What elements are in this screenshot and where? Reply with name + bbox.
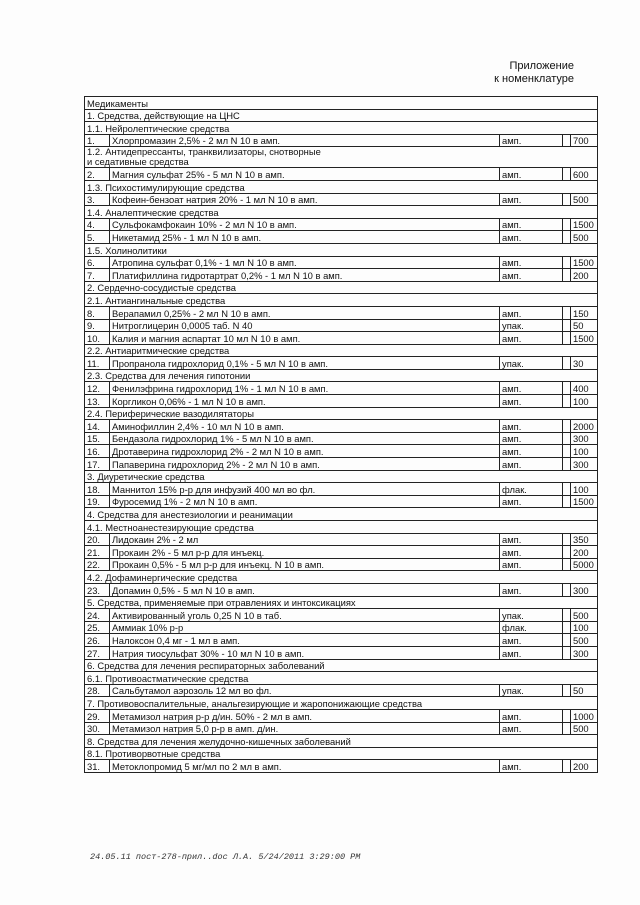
section-heading: 4.1. Местноанестезирующие средства xyxy=(85,521,598,534)
section-row xyxy=(85,294,598,307)
medication-quantity: 100 xyxy=(571,621,598,634)
medication-row xyxy=(85,533,598,546)
medication-unit: амп. xyxy=(500,231,563,244)
section-heading: 8.1. Противорвотные средства xyxy=(85,747,598,760)
medication-unit: упак. xyxy=(500,357,563,370)
medication-row xyxy=(85,134,598,147)
medication-quantity: 200 xyxy=(571,760,598,773)
medication-quantity: 1500 xyxy=(571,495,598,508)
column-gap xyxy=(563,218,571,231)
section-heading: 8. Средства для лечения желудочно-кишечных заболеваний xyxy=(85,735,598,748)
medication-name: Лидокаин 2% - 2 мл xyxy=(110,533,500,546)
item-number: 24. xyxy=(85,609,110,622)
column-gap xyxy=(563,760,571,773)
column-gap xyxy=(563,445,571,458)
section-heading: 6. Средства для лечения респираторных заболеваний xyxy=(85,659,598,672)
medication-quantity: 500 xyxy=(571,193,598,206)
medication-name: Налоксон 0,4 мг - 1 мл в амп. xyxy=(110,634,500,647)
item-number: 15. xyxy=(85,432,110,445)
item-number: 20. xyxy=(85,533,110,546)
medication-quantity: 100 xyxy=(571,483,598,496)
section-row xyxy=(85,243,598,256)
column-gap xyxy=(563,395,571,408)
section-row xyxy=(85,407,598,420)
item-number: 11. xyxy=(85,357,110,370)
medication-row xyxy=(85,256,598,269)
item-number: 16. xyxy=(85,445,110,458)
column-gap xyxy=(563,168,571,181)
medication-unit: амп. xyxy=(500,432,563,445)
section-heading: 7. Противовоспалительные, анальгезирующие и жаропонижающие средства xyxy=(85,697,598,710)
section-heading: 1.1. Нейролептические средства xyxy=(85,122,598,135)
appendix-title: Приложение xyxy=(509,60,574,72)
medication-unit: амп. xyxy=(500,306,563,319)
table-title: Медикаменты xyxy=(85,97,598,110)
medication-quantity: 1000 xyxy=(571,709,598,722)
column-gap xyxy=(563,306,571,319)
medication-quantity: 400 xyxy=(571,382,598,395)
medication-name: Фенилэфрина гидрохлорид 1% - 1 мл N 10 в амп. xyxy=(110,382,500,395)
medication-row xyxy=(85,709,598,722)
section-row xyxy=(85,571,598,584)
section-row xyxy=(85,206,598,219)
medication-row xyxy=(85,646,598,659)
medication-quantity: 600 xyxy=(571,168,598,181)
section-row xyxy=(85,122,598,135)
item-number: 8. xyxy=(85,306,110,319)
section-heading: 4.2. Дофаминергические средства xyxy=(85,571,598,584)
medication-unit: амп. xyxy=(500,458,563,471)
section-row xyxy=(85,147,598,168)
medication-row xyxy=(85,583,598,596)
item-number: 5. xyxy=(85,231,110,244)
medication-name: Верапамил 0,25% - 2 мл N 10 в амп. xyxy=(110,306,500,319)
medications-table xyxy=(84,96,598,773)
medication-unit: амп. xyxy=(500,420,563,433)
column-gap xyxy=(563,621,571,634)
section-heading: 1.5. Холинолитики xyxy=(85,243,598,256)
medication-name: Платифиллина гидротартрат 0,2% - 1 мл N 10 в амп. xyxy=(110,269,500,282)
medication-row xyxy=(85,609,598,622)
medication-quantity: 2000 xyxy=(571,420,598,433)
column-gap xyxy=(563,319,571,332)
medication-unit: амп. xyxy=(500,332,563,345)
medication-quantity: 150 xyxy=(571,306,598,319)
medication-unit: амп. xyxy=(500,646,563,659)
medication-quantity: 100 xyxy=(571,445,598,458)
section-row xyxy=(85,109,598,122)
medication-name: Натрия тиосульфат 30% - 10 мл N 10 в амп. xyxy=(110,646,500,659)
section-row xyxy=(85,659,598,672)
section-heading: 6.1. Противоастматические средства xyxy=(85,672,598,685)
column-gap xyxy=(563,558,571,571)
table-title-row xyxy=(85,97,598,110)
medication-unit: амп. xyxy=(500,558,563,571)
medication-unit: амп. xyxy=(500,583,563,596)
column-gap xyxy=(563,483,571,496)
medication-quantity: 300 xyxy=(571,432,598,445)
column-gap xyxy=(563,583,571,596)
section-heading: 5. Средства, применяемые при отравлениях и интоксикациях xyxy=(85,596,598,609)
item-number: 3. xyxy=(85,193,110,206)
section-row xyxy=(85,470,598,483)
item-number: 30. xyxy=(85,722,110,735)
section-heading: 1.4. Аналептические средства xyxy=(85,206,598,219)
medication-quantity: 1500 xyxy=(571,218,598,231)
section-row xyxy=(85,369,598,382)
column-gap xyxy=(563,684,571,697)
column-gap xyxy=(563,646,571,659)
item-number: 10. xyxy=(85,332,110,345)
item-number: 29. xyxy=(85,709,110,722)
section-row xyxy=(85,672,598,685)
section-heading: 2. Сердечно-сосудистые средства xyxy=(85,281,598,294)
item-number: 12. xyxy=(85,382,110,395)
column-gap xyxy=(563,193,571,206)
item-number: 14. xyxy=(85,420,110,433)
medication-row xyxy=(85,231,598,244)
column-gap xyxy=(563,382,571,395)
section-heading: 1.3. Психостимулирующие средства xyxy=(85,180,598,193)
medication-name: Дротаверина гидрохлорид 2% - 2 мл N 10 в амп. xyxy=(110,445,500,458)
medication-row xyxy=(85,495,598,508)
item-number: 13. xyxy=(85,395,110,408)
item-number: 19. xyxy=(85,495,110,508)
column-gap xyxy=(563,432,571,445)
medication-unit: амп. xyxy=(500,395,563,408)
column-gap xyxy=(563,256,571,269)
item-number: 17. xyxy=(85,458,110,471)
medication-unit: упак. xyxy=(500,319,563,332)
medication-name: Пропранола гидрохлорид 0,1% - 5 мл N 10 в амп. xyxy=(110,357,500,370)
medication-name: Фуросемид 1% - 2 мл N 10 в амп. xyxy=(110,495,500,508)
medication-row xyxy=(85,420,598,433)
medication-unit: флак. xyxy=(500,483,563,496)
section-heading: 4. Средства для анестезиологии и реанимации xyxy=(85,508,598,521)
section-heading-line: 1.2. Антидепрессанты, транквилизаторы, снотворные xyxy=(87,146,321,158)
medication-name: Магния сульфат 25% - 5 мл N 10 в амп. xyxy=(110,168,500,181)
medications-table-body xyxy=(85,97,598,773)
medication-quantity: 500 xyxy=(571,231,598,244)
medication-name: Кофеин-бензоат натрия 20% - 1 мл N 10 в амп. xyxy=(110,193,500,206)
medication-row xyxy=(85,558,598,571)
column-gap xyxy=(563,458,571,471)
medication-quantity: 5000 xyxy=(571,558,598,571)
column-gap xyxy=(563,495,571,508)
medication-quantity: 200 xyxy=(571,269,598,282)
medication-name: Допамин 0,5% - 5 мл N 10 в амп. xyxy=(110,583,500,596)
column-gap xyxy=(563,722,571,735)
medication-name: Атропина сульфат 0,1% - 1 мл N 10 в амп. xyxy=(110,256,500,269)
medication-name: Сульфокамфокаин 10% - 2 мл N 10 в амп. xyxy=(110,218,500,231)
section-heading: 2.1. Антиангинальные средства xyxy=(85,294,598,307)
medication-name: Никетамид 25% - 1 мл N 10 в амп. xyxy=(110,231,500,244)
medication-row xyxy=(85,168,598,181)
item-number: 31. xyxy=(85,760,110,773)
medication-quantity: 30 xyxy=(571,357,598,370)
medication-quantity: 350 xyxy=(571,533,598,546)
medication-unit: упак. xyxy=(500,684,563,697)
section-row xyxy=(85,344,598,357)
medication-row xyxy=(85,382,598,395)
item-number: 18. xyxy=(85,483,110,496)
medication-quantity: 50 xyxy=(571,319,598,332)
medication-name: Прокаин 0,5% - 5 мл р-р для инъекц. N 10 в амп. xyxy=(110,558,500,571)
appendix-header xyxy=(494,60,574,86)
medication-name: Сальбутамол аэрозоль 12 мл во фл. xyxy=(110,684,500,697)
column-gap xyxy=(563,709,571,722)
section-heading-line: и седативные средства xyxy=(87,156,189,168)
column-gap xyxy=(563,634,571,647)
medication-name: Прокаин 2% - 5 мл р-р для инъекц. xyxy=(110,546,500,559)
medication-row xyxy=(85,760,598,773)
medication-quantity: 500 xyxy=(571,609,598,622)
item-number: 21. xyxy=(85,546,110,559)
item-number: 4. xyxy=(85,218,110,231)
section-row xyxy=(85,697,598,710)
section-row xyxy=(85,508,598,521)
medication-row xyxy=(85,483,598,496)
medication-unit: амп. xyxy=(500,168,563,181)
column-gap xyxy=(563,546,571,559)
medication-unit: амп. xyxy=(500,256,563,269)
section-row xyxy=(85,521,598,534)
medication-name: Нитроглицерин 0,0005 таб. N 40 xyxy=(110,319,500,332)
medication-unit: амп. xyxy=(500,193,563,206)
medication-row xyxy=(85,546,598,559)
section-heading: 2.3. Средства для лечения гипотонии xyxy=(85,369,598,382)
section-heading: 2.4. Периферические вазодилятаторы xyxy=(85,407,598,420)
medication-quantity: 500 xyxy=(571,722,598,735)
medication-unit: амп. xyxy=(500,546,563,559)
medication-row xyxy=(85,634,598,647)
item-number: 28. xyxy=(85,684,110,697)
medication-name: Метамизол натрия 5,0 р-р в амп. д/ин. xyxy=(110,722,500,735)
medication-quantity: 50 xyxy=(571,684,598,697)
medication-row xyxy=(85,458,598,471)
medication-row xyxy=(85,218,598,231)
section-heading: 3. Диуретические средства xyxy=(85,470,598,483)
item-number: 9. xyxy=(85,319,110,332)
medication-name: Папаверина гидрохлорид 2% - 2 мл N 10 в амп. xyxy=(110,458,500,471)
medication-name: Аминофиллин 2,4% - 10 мл N 10 в амп. xyxy=(110,420,500,433)
section-heading: 1. Средства, действующие на ЦНС xyxy=(85,109,598,122)
medication-unit: амп. xyxy=(500,382,563,395)
medication-name: Метамизол натрия р-р д/ин. 50% - 2 мл в амп. xyxy=(110,709,500,722)
medication-name: Метоклопромид 5 мг/мл по 2 мл в амп. xyxy=(110,760,500,773)
medication-unit: амп. xyxy=(500,495,563,508)
item-number: 27. xyxy=(85,646,110,659)
medication-row xyxy=(85,684,598,697)
medication-quantity: 700 xyxy=(571,134,598,147)
item-number: 25. xyxy=(85,621,110,634)
medication-unit: амп. xyxy=(500,269,563,282)
medication-row xyxy=(85,193,598,206)
medication-unit: амп. xyxy=(500,134,563,147)
medication-quantity: 300 xyxy=(571,583,598,596)
medication-row xyxy=(85,269,598,282)
medication-row xyxy=(85,445,598,458)
section-row xyxy=(85,180,598,193)
medication-quantity: 500 xyxy=(571,634,598,647)
item-number: 23. xyxy=(85,583,110,596)
medication-unit: амп. xyxy=(500,218,563,231)
medication-quantity: 1500 xyxy=(571,256,598,269)
section-row xyxy=(85,596,598,609)
document-footer: 24.05.11 пост-278-прил..doc Л.А. 5/24/2011 3:29:00 PM xyxy=(90,852,361,862)
column-gap xyxy=(563,533,571,546)
medication-quantity: 1500 xyxy=(571,332,598,345)
medication-name: Активированный уголь 0,25 N 10 в таб. xyxy=(110,609,500,622)
column-gap xyxy=(563,332,571,345)
item-number: 7. xyxy=(85,269,110,282)
item-number: 1. xyxy=(85,134,110,147)
section-row xyxy=(85,735,598,748)
medication-name: Маннитол 15% р-р для инфузий 400 мл во фл. xyxy=(110,483,500,496)
section-heading xyxy=(85,147,598,168)
medication-unit: амп. xyxy=(500,722,563,735)
medication-name: Бендазола гидрохлорид 1% - 5 мл N 10 в амп. xyxy=(110,432,500,445)
appendix-subtitle: к номенклатуре xyxy=(494,73,574,85)
medication-unit: флак. xyxy=(500,621,563,634)
column-gap xyxy=(563,609,571,622)
section-row xyxy=(85,747,598,760)
medication-quantity: 300 xyxy=(571,646,598,659)
medication-row xyxy=(85,357,598,370)
medication-quantity: 300 xyxy=(571,458,598,471)
medication-row xyxy=(85,395,598,408)
column-gap xyxy=(563,420,571,433)
item-number: 22. xyxy=(85,558,110,571)
medication-unit: амп. xyxy=(500,760,563,773)
medication-unit: амп. xyxy=(500,709,563,722)
medication-name: Калия и магния аспартат 10 мл N 10 в амп. xyxy=(110,332,500,345)
medication-row xyxy=(85,432,598,445)
medication-quantity: 200 xyxy=(571,546,598,559)
medication-row xyxy=(85,332,598,345)
item-number: 26. xyxy=(85,634,110,647)
column-gap xyxy=(563,134,571,147)
item-number: 6. xyxy=(85,256,110,269)
item-number: 2. xyxy=(85,168,110,181)
medication-unit: амп. xyxy=(500,634,563,647)
column-gap xyxy=(563,269,571,282)
medication-unit: упак. xyxy=(500,609,563,622)
medication-row xyxy=(85,621,598,634)
medication-row xyxy=(85,722,598,735)
section-row xyxy=(85,281,598,294)
medication-name: Аммиак 10% р-р xyxy=(110,621,500,634)
medication-row xyxy=(85,319,598,332)
medication-quantity: 100 xyxy=(571,395,598,408)
medication-unit: амп. xyxy=(500,445,563,458)
medication-row xyxy=(85,306,598,319)
section-heading: 2.2. Антиаритмические средства xyxy=(85,344,598,357)
medication-unit: амп. xyxy=(500,533,563,546)
column-gap xyxy=(563,357,571,370)
medication-name: Коргликон 0,06% - 1 мл N 10 в амп. xyxy=(110,395,500,408)
medication-name: Хлорпромазин 2,5% - 2 мл N 10 в амп. xyxy=(110,134,500,147)
column-gap xyxy=(563,231,571,244)
